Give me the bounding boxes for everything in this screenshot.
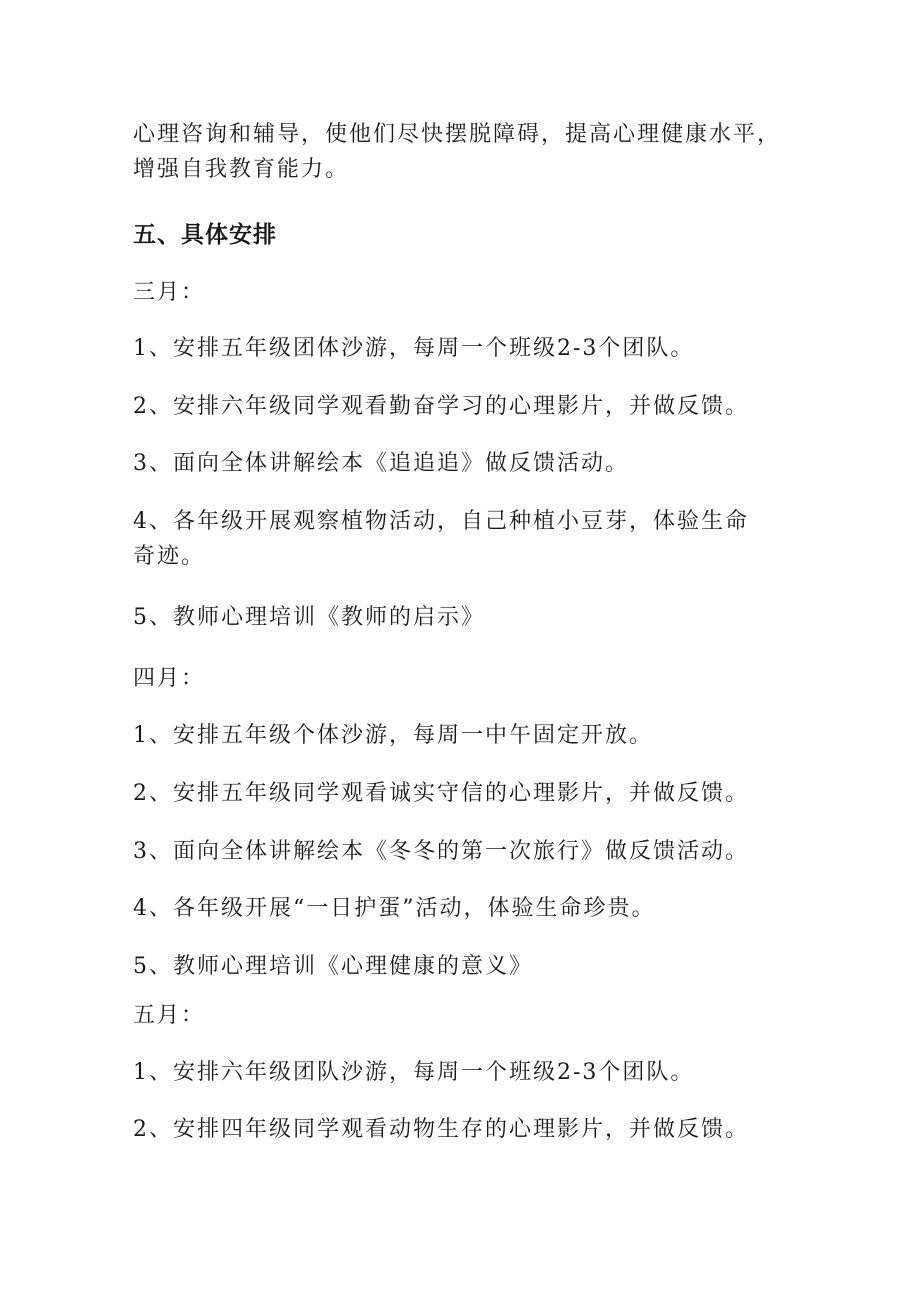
list-item: 4、各年级开展“一日护蛋”活动，体验生命珍贵。 xyxy=(133,896,656,921)
list-item: 3、面向全体讲解绘本《冬冬的第一次旅行》做反馈活动。 xyxy=(133,839,749,864)
list-item: 2、安排六年级同学观看勤奋学习的心理影片，并做反馈。 xyxy=(133,394,749,419)
list-item: 1、安排五年级个体沙游，每周一中午固定开放。 xyxy=(133,723,653,748)
list-item: 5、教师心理培训《教师的启示》 xyxy=(133,605,485,630)
list-item: 2、安排四年级同学观看动物生存的心理影片，并做反馈。 xyxy=(133,1117,749,1142)
list-item: 1、安排五年级团体沙游，每周一个班级2-3个团队。 xyxy=(133,336,695,361)
month-label-may: 五月： xyxy=(133,1003,206,1028)
list-item: 2、安排五年级同学观看诚实守信的心理影片，并做反馈。 xyxy=(133,781,749,806)
list-item: 4、各年级开展观察植物活动，自己种植小豆芽，体验生命奇迹。 xyxy=(133,509,749,569)
intro-paragraph: 心理咨询和辅导，使他们尽快摆脱障碍，提高心理健康水平，增强自我教育能力。 xyxy=(133,122,782,182)
list-item: 3、面向全体讲解绘本《追追追》做反馈活动。 xyxy=(133,451,629,476)
section-heading: 五、具体安排 xyxy=(133,222,277,248)
month-label-march: 三月： xyxy=(133,280,206,305)
list-item: 1、安排六年级团队沙游，每周一个班级2-3个团队。 xyxy=(133,1060,695,1085)
list-item: 5、教师心理培训《心理健康的意义》 xyxy=(133,954,533,979)
month-label-april: 四月： xyxy=(133,666,206,691)
